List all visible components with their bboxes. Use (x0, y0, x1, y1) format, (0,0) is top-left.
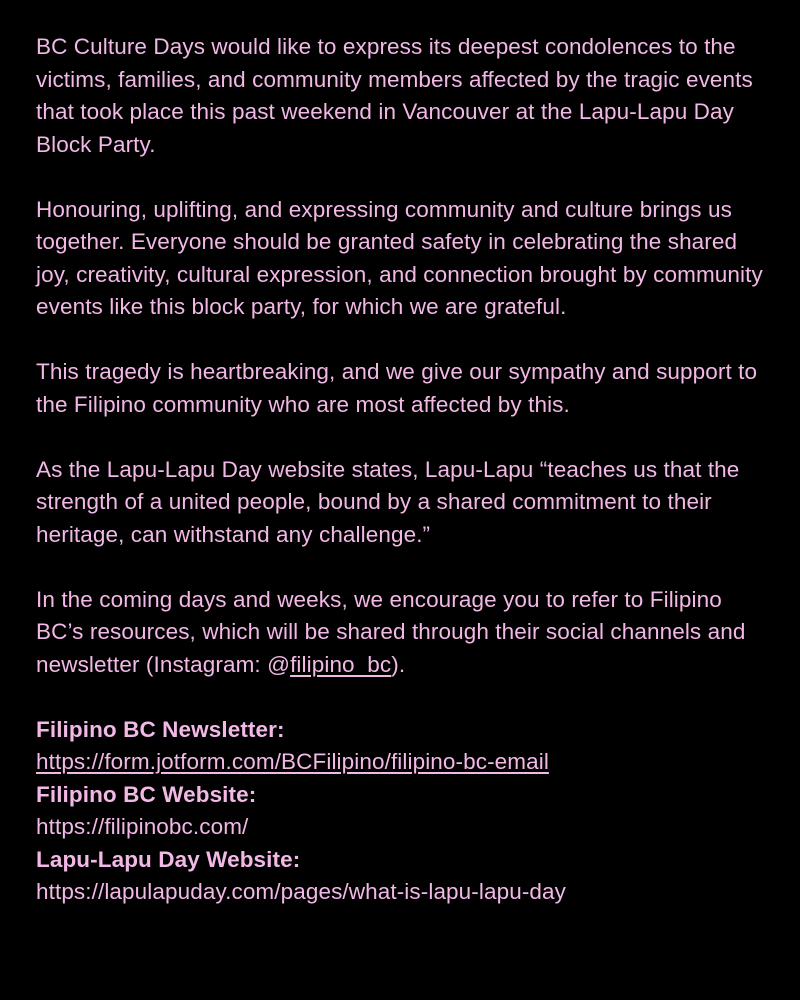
newsletter-link[interactable]: https://form.jotform.com/BCFilipino/filipino-bc-email (36, 749, 549, 774)
statement-body (36, 31, 766, 909)
community-paragraph: Honouring, uplifting, and expressing community and culture brings us together. Everyone should be granted safety in celebrating the shared joy, creativity, cultural expression, and connection brought by community events like this block party, for which we are grateful. (36, 196, 763, 319)
website-label: Filipino BC Website: (36, 781, 257, 807)
website-link[interactable]: https://filipinobc.com/ (36, 814, 249, 839)
lapulapu-label: Lapu-Lapu Day Website: (36, 846, 301, 872)
resources-text: In the coming days and weeks, we encourage you to refer to Filipino BC’s resources, which will be shared through their social channels and newsletter (Instagram: @ (36, 586, 746, 677)
resource-links (36, 714, 766, 909)
quote-paragraph: As the Lapu-Lapu Day website states, Lapu-Lapu “teaches us that the strength of a united people, bound by a shared commitment to their heritage, can withstand any challenge.” (36, 456, 740, 547)
condolences-paragraph: BC Culture Days would like to express its deepest condolences to the victims, families, and community members affected by the tragic events that took place this past weekend in Vancouver at the Lapu-Lapu Day Block Party. (36, 34, 753, 157)
sympathy-paragraph: This tragedy is heartbreaking, and we give our sympathy and support to the Filipino community who are most affected by this. (36, 359, 758, 417)
instagram-handle-link[interactable]: filipino_bc (290, 651, 392, 677)
newsletter-label: Filipino BC Newsletter: (36, 716, 285, 742)
resources-text-end: ). (391, 651, 406, 677)
resources-paragraph (36, 584, 766, 682)
lapulapu-link[interactable]: https://lapulapuday.com/pages/what-is-lapu-lapu-day (36, 879, 566, 904)
